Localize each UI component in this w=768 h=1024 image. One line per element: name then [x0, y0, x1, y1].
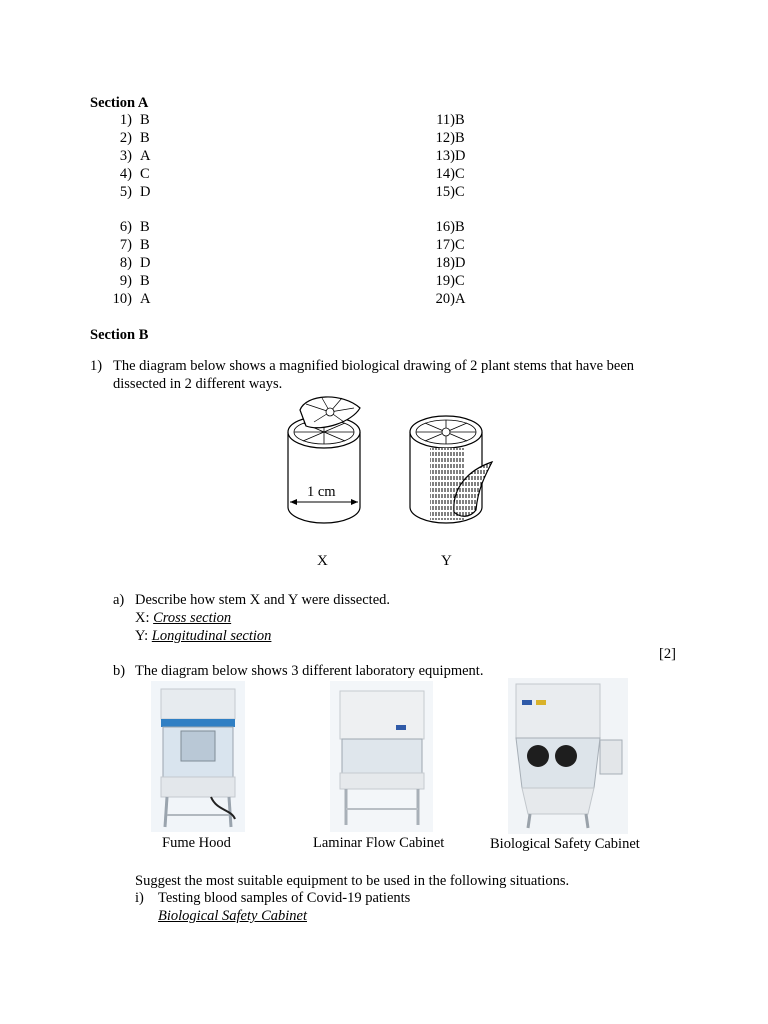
answer-number: 1)	[119, 112, 132, 128]
answer-x-text: Cross section	[153, 610, 232, 626]
answer-letter: B	[140, 219, 150, 235]
equipment-label-biosafety: Biological Safety Cabinet	[490, 836, 640, 852]
answer-number: 3)	[119, 148, 132, 164]
answer-letter: A	[140, 291, 151, 307]
answer-number: 5)	[119, 184, 132, 200]
answer-number: 10)	[112, 291, 132, 307]
answer-letter: B	[140, 273, 150, 289]
answer-letter: B	[140, 112, 150, 128]
answer-letter: C	[455, 166, 465, 182]
part-b-question: The diagram below shows 3 different laboratory equipment.	[135, 663, 484, 679]
answer-letter: B	[455, 219, 465, 235]
answer-number: 12)	[435, 130, 455, 146]
answer-x	[135, 609, 231, 627]
answer-letter: C	[455, 237, 465, 253]
answer-letter: D	[140, 255, 151, 271]
part-a-label: a)	[113, 592, 125, 608]
answer-letter: C	[140, 166, 150, 182]
answer-number: 6)	[119, 219, 132, 235]
answer-number: 18)	[435, 255, 455, 271]
answer-letter: D	[455, 148, 466, 164]
sub-question-i-answer	[158, 907, 313, 925]
answer-letter: D	[140, 184, 151, 200]
answer-number: 9)	[119, 273, 132, 289]
sub-question-i-text: Testing blood samples of Covid-19 patients	[158, 890, 411, 906]
question-1-line-2: dissected in 2 different ways.	[113, 376, 283, 392]
answer-letter: B	[455, 130, 465, 146]
stem-x-drawing	[288, 397, 360, 523]
answer-row	[0, 236, 768, 254]
answer-row	[0, 254, 768, 272]
answer-row	[0, 129, 768, 147]
answer-number: 4)	[119, 166, 132, 182]
answer-y-prefix: Y:	[135, 628, 152, 644]
answer-letter: A	[455, 291, 466, 307]
fume-hood-image	[151, 681, 245, 832]
question-1-line-1: The diagram below shows a magnified biological drawing of 2 plant stems that have been	[113, 358, 635, 374]
answer-y	[135, 627, 271, 645]
answer-y-text: Longitudinal section	[151, 628, 272, 644]
sub-question-i-answer-text: Biological Safety Cabinet	[158, 908, 308, 924]
answer-row	[0, 272, 768, 290]
answer-row	[0, 290, 768, 308]
answer-number: 15)	[435, 184, 455, 200]
answer-letter: B	[140, 237, 150, 253]
stem-x-label: X	[317, 553, 328, 569]
answer-row	[0, 165, 768, 183]
sub-question-i-label: i)	[135, 890, 144, 906]
part-b-label: b)	[113, 663, 126, 679]
answer-number: 17)	[435, 237, 455, 253]
answer-letter: B	[455, 112, 465, 128]
answer-number: 7)	[119, 237, 132, 253]
equipment-label-laminar-flow: Laminar Flow Cabinet	[313, 835, 445, 851]
answer-row	[0, 111, 768, 129]
answer-number: 8)	[119, 255, 132, 271]
biological-safety-cabinet-image	[508, 678, 628, 834]
stem-y-drawing	[410, 416, 492, 523]
answer-number: 16)	[435, 219, 455, 235]
answer-row	[0, 183, 768, 201]
answer-row	[0, 218, 768, 236]
answer-letter: A	[140, 148, 151, 164]
answer-number: 13)	[435, 148, 455, 164]
laminar-flow-cabinet-image	[330, 681, 433, 832]
answer-letter: C	[455, 273, 465, 289]
answer-number: 20)	[435, 291, 455, 307]
scale-label: 1 cm	[307, 484, 336, 500]
answer-x-prefix: X:	[135, 610, 154, 626]
stem-y-label: Y	[441, 553, 452, 569]
answer-letter: D	[455, 255, 466, 271]
answer-number: 11)	[436, 112, 455, 128]
section-b-title: Section B	[90, 327, 149, 343]
answer-letter: C	[455, 184, 465, 200]
section-a-title: Section A	[90, 95, 149, 111]
suggest-instruction: Suggest the most suitable equipment to be used in the following situations.	[135, 873, 570, 889]
question-1-number: 1)	[90, 358, 103, 374]
answer-number: 2)	[119, 130, 132, 146]
equipment-label-fume-hood: Fume Hood	[162, 835, 231, 851]
answer-letter: B	[140, 130, 150, 146]
answer-row	[0, 147, 768, 165]
part-a-marks: [2]	[659, 646, 676, 662]
answer-number: 19)	[435, 273, 455, 289]
answer-number: 14)	[435, 166, 455, 182]
part-a-question: Describe how stem X and Y were dissected.	[135, 592, 391, 608]
